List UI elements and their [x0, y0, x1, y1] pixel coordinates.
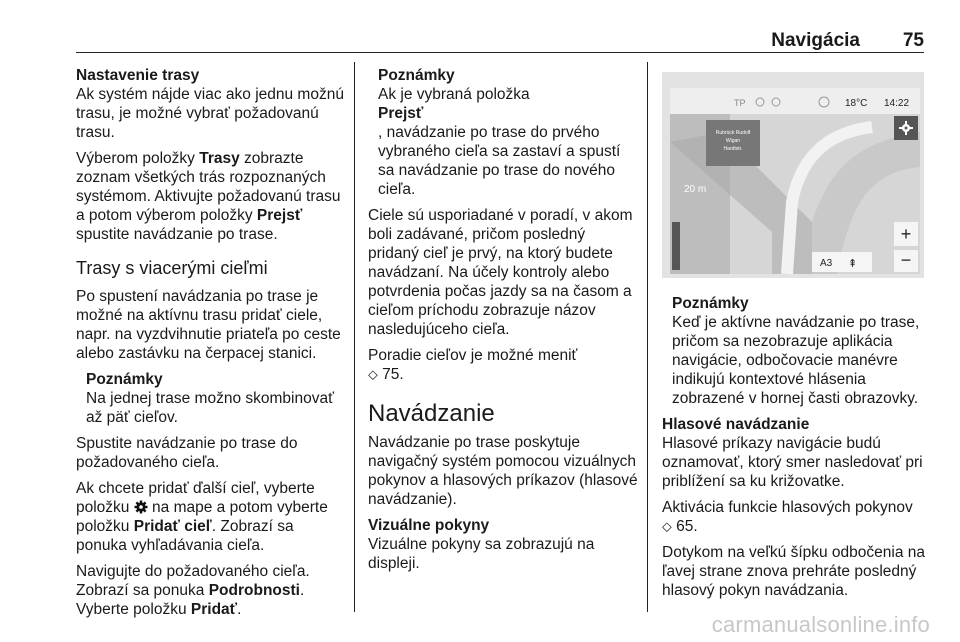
multi-destination-text: Po spustení navádzania po trase je možné na aktívnu trasu pridať ciele, napr. na vyzdvihnutie priateľa po ceste alebo zastávku na čerpacej stanici.	[76, 288, 341, 362]
routes-paragraph	[76, 149, 348, 244]
column-1	[76, 66, 348, 626]
route-setting-text: Ak systém nájde viac ako jednu možnú trasu, je možné vybrať požadovanú trasu.	[76, 86, 344, 141]
text: Ak je vybraná položka	[378, 86, 530, 103]
distance-bar	[672, 222, 680, 270]
reference-arrow-icon: ⬦	[662, 518, 672, 534]
text: Poradie cieľov je možné meniť	[368, 347, 578, 364]
note-label: Poznámky	[86, 371, 163, 388]
temperature: 18°C	[845, 98, 868, 109]
text: Ak chcete pridať ďalší cieľ, vyberte položku	[76, 480, 315, 516]
text: , navádzanie po trase do prvého vybraného cieľa sa zastaví a spustí sa navádzanie po trase do nového cieľa.	[378, 124, 621, 198]
reference-arrow-icon: ⬦	[368, 366, 378, 382]
text: .	[237, 601, 242, 618]
go-label: Prejsť	[256, 207, 303, 224]
sign-text: Hardtstr.	[723, 146, 743, 152]
voice-section	[662, 415, 930, 491]
text: Výberom položky	[76, 150, 200, 167]
route-setting-section	[76, 66, 348, 142]
page-header	[76, 30, 924, 54]
page-reference: 75.	[382, 366, 404, 383]
gear-icon	[134, 500, 148, 514]
text: na mape a potom vyberte položku	[76, 499, 328, 535]
guidance-heading: Navádzanie	[368, 400, 495, 427]
text: Navigujte do požadovaného cieľa. Zobrazí sa ponuka	[76, 563, 310, 599]
add-label: Pridať	[190, 601, 238, 618]
note-label: Poznámky	[672, 295, 749, 312]
visual-text: Vizuálne pokyny sa zobrazujú na displeji.	[368, 536, 595, 572]
tp-indicator: TP	[734, 98, 746, 108]
text: . Vyberte položku	[76, 582, 305, 618]
note-box	[378, 66, 640, 199]
clock: 14:22	[884, 98, 910, 109]
sign-text: Wigan	[725, 138, 741, 144]
navigate-paragraph	[76, 562, 348, 619]
multi-destination-heading: Trasy s viacerými cieľmi	[76, 258, 268, 278]
text: Aktivácia funkcie hlasových pokynov	[662, 499, 913, 516]
column-2	[368, 66, 640, 580]
note-label: Poznámky	[378, 67, 455, 84]
navigation-screen-figure	[662, 72, 924, 278]
guidance-text: Navádzanie po trase poskytuje navigačný systém pomocou vizuálnych pokynov a hlasových príkazov (hlasové navádzanie).	[368, 434, 638, 508]
routes-label: Trasy	[199, 150, 240, 167]
voice-title: Hlasové navádzanie	[662, 416, 810, 433]
road-number: A3	[820, 258, 833, 269]
note-text: Keď je aktívne navádzanie po trase, pričom sa nezobrazuje aplikácia navigácie, odbočovacie manévre indikujú kontextové hlásenia zobrazené v hornej časti obrazovky.	[672, 314, 920, 407]
note-text: Na jednej trase možno skombinovať až päť cieľov.	[86, 390, 334, 426]
column-divider-2	[647, 62, 648, 612]
repeat-instruction-text: Dotykom na veľkú šípku odbočenia na ľavej strane znova prehráte posledný hlasový pokyn navádzania.	[662, 544, 926, 599]
plus-icon: +	[900, 224, 912, 244]
page-title: Navigácia	[771, 30, 860, 51]
reorder-paragraph	[368, 346, 640, 384]
page-number: 75	[902, 30, 924, 51]
go-label: Prejsť	[378, 105, 424, 122]
column-divider-1	[354, 62, 355, 612]
details-label: Podrobnosti	[208, 582, 300, 599]
start-guidance-text: Spustite navádzanie po trase do požadovaného cieľa.	[76, 435, 298, 471]
page-reference: 65.	[676, 518, 698, 535]
note-box	[672, 294, 930, 408]
add-destination-label: Pridať cieľ	[133, 518, 212, 535]
sign-text: Rubrück Rudolf	[715, 130, 751, 136]
navigation-map-illustration	[662, 72, 924, 278]
header-rule	[76, 52, 924, 53]
order-paragraph: Ciele sú usporiadané v poradí, v akom boli zadávané, pričom posledný pridaný cieľ je prvý, na ktorý budete navádzaní. Na účely kontroly alebo potvrdenia počas jazdy sa na časom a cieľom príchodu zobrazuje názov nasledujúceho cieľa.	[368, 207, 633, 338]
text: zobrazte zoznam všetkých trás rozpoznaných systémom. Aktivujte požadovanú trasu a potom výberom položky	[76, 150, 341, 224]
watermark: carmanualsonline.info	[711, 612, 930, 637]
add-destination-paragraph	[76, 479, 348, 555]
voice-activation-paragraph	[662, 498, 930, 536]
voice-text: Hlasové príkazy navigácie budú oznamovať, ktorý smer nasledovať pri priblížení sa ku križovatke.	[662, 435, 923, 490]
text: spustite navádzanie po trase.	[76, 226, 278, 243]
route-setting-title: Nastavenie trasy	[76, 67, 200, 84]
column-3	[662, 294, 930, 607]
distance-label: 20 m	[684, 184, 707, 195]
visual-title: Vizuálne pokyny	[368, 517, 490, 534]
text: . Zobrazí sa ponuka vyhľadávania cieľa.	[76, 518, 294, 554]
junction-icon: ⇞	[848, 257, 858, 270]
visual-section	[368, 516, 640, 573]
note-box	[86, 370, 348, 427]
minus-icon: −	[900, 250, 912, 270]
